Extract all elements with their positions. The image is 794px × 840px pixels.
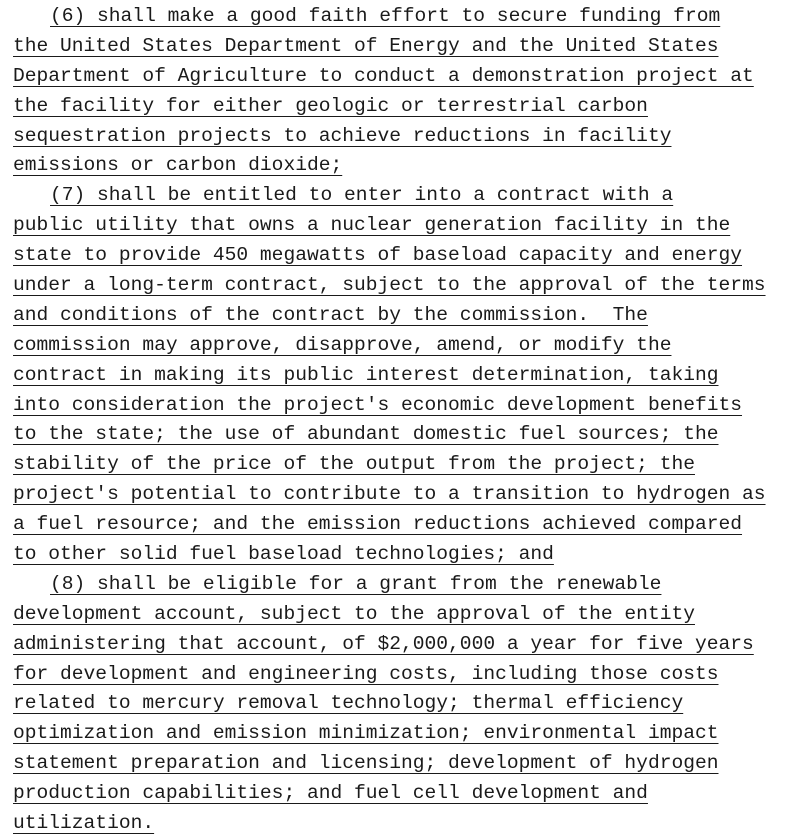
text-line: the United States Department of Energy and the United States (13, 34, 719, 57)
paragraph-6 (13, 3, 791, 182)
text-line: project's potential to contribute to a transition to hydrogen as (13, 483, 766, 506)
text-line: public utility that owns a nuclear generation facility in the (13, 214, 731, 237)
text-line: (7) shall be entitled to enter into a contract with a (50, 184, 674, 207)
text-line: the facility for either geologic or terrestrial carbon (13, 94, 648, 117)
text-line: development account, subject to the approval of the entity (13, 602, 695, 625)
paragraph-7 (13, 182, 791, 571)
statute-document (13, 3, 791, 840)
text-line: optimization and emission minimization; environmental impact (13, 722, 719, 745)
text-line: emissions or carbon dioxide; (13, 154, 343, 177)
text-line: to the state; the use of abundant domestic fuel sources; the (13, 423, 719, 446)
text-line: contract in making its public interest determination, taking (13, 363, 719, 386)
text-line: and conditions of the contract by the commission. The (13, 303, 648, 326)
text-line: related to mercury removal technology; thermal efficiency (13, 692, 684, 715)
text-line: Department of Agriculture to conduct a demonstration project at (13, 64, 754, 87)
text-line: to other solid fuel baseload technologies; and (13, 543, 554, 566)
paragraph-8 (13, 571, 791, 840)
text-line: (8) shall be eligible for a grant from the renewable (50, 572, 662, 595)
text-line: administering that account, of $2,000,000 a year for five years (13, 632, 754, 655)
text-line: into consideration the project's economic development benefits (13, 393, 743, 416)
text-line: production capabilities; and fuel cell development and (13, 782, 648, 805)
text-line: (6) shall make a good faith effort to secure funding from (50, 5, 721, 27)
text-line: stability of the price of the output from the project; the (13, 453, 695, 476)
text-line: for development and engineering costs, including those costs (13, 662, 719, 685)
text-line: sequestration projects to achieve reductions in facility (13, 124, 672, 147)
text-line: utilization. (13, 812, 155, 835)
text-line: a fuel resource; and the emission reductions achieved compared (13, 513, 743, 536)
text-line: commission may approve, disapprove, amend, or modify the (13, 333, 672, 356)
text-line: state to provide 450 megawatts of baseload capacity and energy (13, 244, 743, 267)
text-line: under a long-term contract, subject to the approval of the terms (13, 274, 766, 297)
text-line: statement preparation and licensing; development of hydrogen (13, 752, 719, 775)
